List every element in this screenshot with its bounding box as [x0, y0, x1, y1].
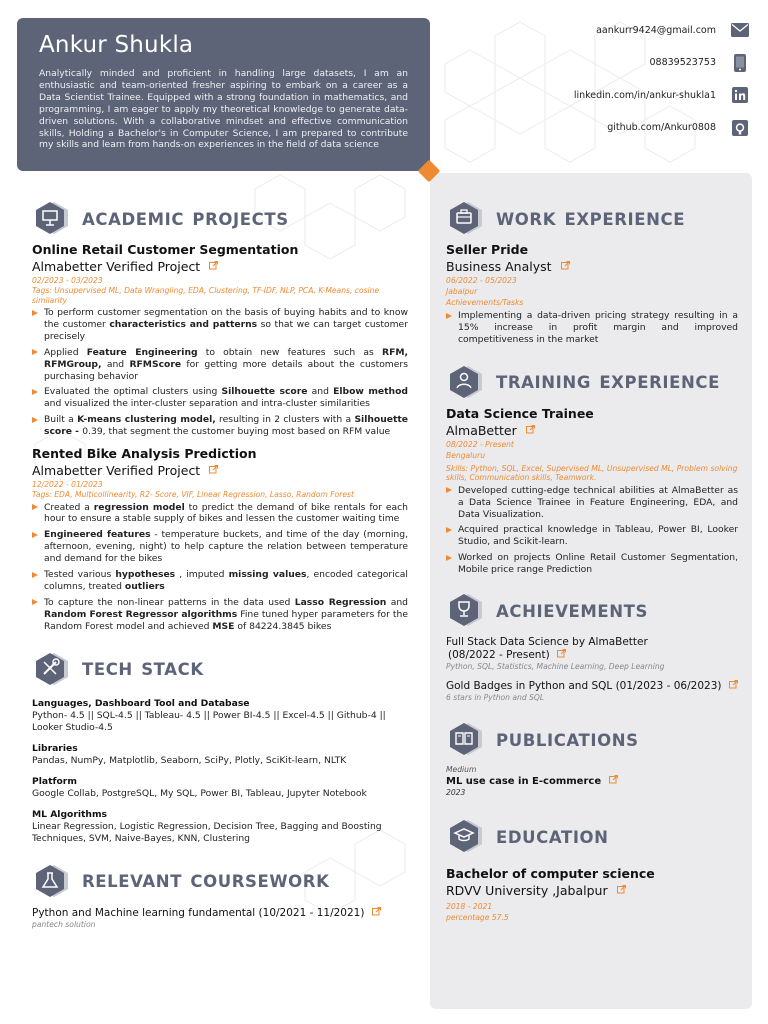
- external-link-icon[interactable]: [557, 649, 566, 661]
- training-role: Data Science Trainee: [446, 405, 594, 421]
- contact-list: [574, 14, 750, 144]
- tech-group-value: Python- 4.5 || SQL-4.5 || Tableau- 4.5 || Power BI-4.5 || Excel-4.5 || Github-4 || Looker Studio-4.5: [32, 709, 386, 733]
- tech-group-label: Languages, Dashboard Tool and Database: [32, 697, 250, 709]
- coursework-heading: [32, 863, 408, 901]
- project-tags: Tags: EDA, Multicollinearity, R2- Score, VIF, Linear Regression, Lasso, Random Forest: [32, 490, 354, 500]
- work-entry: [446, 242, 738, 346]
- tools-icon: [32, 650, 72, 690]
- project-bullets: [32, 307, 408, 438]
- project-title: Online Retail Customer Segmentation: [32, 242, 299, 257]
- envelope-icon: [730, 20, 750, 40]
- tech-group-label: ML Algorithms: [32, 808, 107, 820]
- linkedin-icon: [730, 85, 750, 105]
- phone-text[interactable]: 08839523753: [649, 57, 716, 69]
- tech-stack-heading: [32, 651, 408, 689]
- training-experience-title: TRAINING EXPERIENCE: [496, 373, 720, 393]
- presentation-icon: [32, 199, 72, 239]
- education-school: [446, 882, 738, 899]
- publications-heading: [446, 721, 738, 759]
- bullet-item: Engineered features - temperature buckets, and time of the day (morning, afternoon, evening, night) to help capture the relation between temperature and demand for the bikes: [32, 529, 408, 565]
- work-date: 06/2022 - 05/2023: [446, 276, 517, 285]
- book-icon: [446, 720, 486, 760]
- achievement-date-text: (08/2022 - Present): [448, 649, 550, 662]
- work-company: Seller Pride: [446, 242, 529, 257]
- tech-stack-title: TECH STACK: [82, 660, 204, 680]
- achievement-entry: [446, 636, 738, 672]
- project-subtitle: [32, 258, 408, 275]
- briefcase-icon: [446, 199, 486, 239]
- education-heading: [446, 818, 738, 856]
- work-role: [446, 258, 738, 275]
- achievement-date: [446, 649, 738, 662]
- project-title: Rented Bike Analysis Prediction: [32, 446, 257, 462]
- project-bullets: [32, 502, 408, 633]
- external-link-icon[interactable]: [609, 776, 618, 787]
- achievements-title: ACHIEVEMENTS: [496, 601, 648, 621]
- coursework-title: RELEVANT COURSEWORK: [82, 872, 330, 892]
- contact-email[interactable]: [574, 14, 750, 47]
- bullet-item: Tested various hypotheses , imputed missing values, encoded categorical columns, treated outliers: [32, 569, 408, 593]
- bullet-item: Implementing a data-driven pricing strategy resulting in a 15% increase in profit margin and improved competitiveness in the market: [446, 310, 738, 346]
- achievement-meta: 6 stars in Python and SQL: [446, 693, 545, 703]
- publication-source: Medium: [446, 765, 477, 775]
- work-location: Jabalpur: [446, 287, 478, 296]
- coursework-item: [32, 907, 408, 920]
- right-column: [446, 200, 738, 923]
- tech-group-label: Platform: [32, 775, 77, 787]
- training-experience-heading: [446, 364, 738, 402]
- achievement-title: [446, 680, 738, 693]
- tech-group-value: Google Collab, PostgreSQL, My SQL, Power BI, Tableau, Jupyter Notebook: [32, 787, 367, 799]
- external-link-icon[interactable]: [526, 422, 535, 438]
- work-tasks-label: Achievements/Tasks: [446, 298, 524, 307]
- training-org-text: AlmaBetter: [446, 422, 517, 438]
- graduation-cap-icon: [446, 817, 486, 857]
- training-date: 08/2022 - Present: [446, 439, 514, 449]
- external-link-icon[interactable]: [617, 882, 626, 898]
- training-org: [446, 422, 738, 439]
- left-column: [32, 200, 408, 930]
- external-link-icon[interactable]: [209, 258, 218, 274]
- publications-title: PUBLICATIONS: [496, 730, 639, 750]
- email-text[interactable]: aankurr9424@gmail.com: [596, 24, 716, 36]
- tech-stack-list: [32, 698, 408, 845]
- external-link-icon[interactable]: [209, 462, 218, 478]
- linkedin-text[interactable]: linkedin.com/in/ankur-shukla1: [573, 89, 716, 101]
- publication-title: [446, 775, 738, 788]
- education-entry: [446, 866, 738, 923]
- training-bullets: [446, 485, 738, 576]
- coursework-source: pantech solution: [32, 919, 96, 929]
- bullet-item: To perform customer segmentation on the basis of buying habits and to know the customer characteristics and patterns so that we can target customer precisely: [32, 307, 408, 343]
- project-entry: [32, 242, 408, 438]
- work-role-text: Business Analyst: [446, 259, 552, 274]
- publication-title-text: ML use case in E-commerce: [446, 776, 602, 788]
- coursework-entry: [32, 907, 408, 930]
- education-date: 2018 - 2021: [446, 902, 493, 912]
- training-location: Bengaluru: [446, 450, 486, 460]
- education-title: EDUCATION: [496, 827, 609, 847]
- bullet-item: Applied Feature Engineering to obtain new features such as RFM, RFMGroup, and RFMScore for getting more details about the customers purchasing behavior: [32, 347, 408, 383]
- bullet-item: Worked on projects Online Retail Customer Segmentation, Mobile price range Prediction: [446, 552, 738, 576]
- project-subtitle-text: Almabetter Verified Project: [32, 463, 201, 479]
- publication-year: 2023: [446, 788, 466, 798]
- external-link-icon[interactable]: [372, 907, 381, 919]
- academic-projects-heading: [32, 200, 408, 238]
- project-date: 02/2023 - 03/2023: [32, 276, 103, 285]
- contact-github[interactable]: [574, 112, 750, 145]
- project-date: 12/2022 - 01/2023: [32, 480, 103, 490]
- bullet-item: To capture the non-linear patterns in the data used Lasso Regression and Random Forest Regressor algorithms Fine tuned hyper parameters for the Random Forest model and achieved MSE of 84224.3845 bikes: [32, 597, 408, 633]
- project-subtitle-text: Almabetter Verified Project: [32, 259, 201, 274]
- bullet-item: Created a regression model to predict the demand of bike rentals for each hour to ensure a stable supply of bikes and lessen the customer waiting time: [32, 502, 408, 526]
- training-skills: Skills: Python, SQL, Excel, Supervised ML, Unsupervised ML, Problem solving skills, Communication skills, Teamwork.: [446, 463, 738, 483]
- education-school-text: RDVV University ,Jabalpur: [446, 883, 608, 899]
- achievements-heading: [446, 592, 738, 630]
- work-bullets: [446, 310, 738, 346]
- profile-header: [17, 18, 430, 171]
- external-link-icon[interactable]: [729, 680, 738, 692]
- tech-group-value: Linear Regression, Logistic Regression, Decision Tree, Bagging and Boosting Techniques, SVM, Naive-Bayes, KNN, Clustering: [32, 820, 382, 844]
- bullet-item: Developed cutting-edge technical abilities at AlmaBetter as a Data Science Trainee in Feature Engineering, EDA, and Data Visualization.: [446, 485, 738, 521]
- external-link-icon[interactable]: [561, 258, 570, 274]
- work-experience-title: WORK EXPERIENCE: [496, 209, 686, 229]
- trophy-icon: [446, 591, 486, 631]
- project-subtitle: [32, 462, 408, 479]
- tech-group-value: Pandas, NumPy, Matplotlib, Seaborn, SciPy, Plotly, SciKit-learn, NLTK: [32, 754, 347, 766]
- bullet-item: Built a K-means clustering model, resulting in 2 clusters with a Silhouette score - 0.39, that segment the customer buying most based on RFM value: [32, 414, 408, 438]
- contact-phone[interactable]: [574, 47, 750, 80]
- phone-icon: [730, 53, 750, 73]
- profile-summary: Analytically minded and proficient in handling large datasets, I am an enthusiastic and team-oriented fresher aspiring to embark on a career as a Data Scientist Trainee. Equipped with a strong foundation in mathematics, and programming, I am eager to apply my theoretical knowledge to generate data-driven solutions. With a collaborative mindset and effective communication skills, Holding a Bachelor's in Computer Science, I am prepared to contribute my skills and learn from hands-on experiences in the field of data science: [39, 68, 408, 151]
- project-tags: Tags: Unsupervised ML, Data Wrangling, EDA, Clustering, TF-IDF, NLP, PCA, K-Means, cosine similarity: [32, 286, 380, 305]
- training-entry: [446, 406, 738, 576]
- tech-group-label: Libraries: [32, 742, 78, 754]
- github-icon: [730, 118, 750, 138]
- candidate-name: Ankur Shukla: [39, 32, 194, 58]
- achievement-title: Full Stack Data Science by AlmaBetter: [446, 636, 648, 649]
- contact-linkedin[interactable]: [574, 79, 750, 112]
- github-text[interactable]: github.com/Ankur0808: [607, 122, 716, 134]
- coursework-item-text: Python and Machine learning fundamental (10/2021 - 11/2021): [32, 906, 365, 919]
- achievement-title-text: Gold Badges in Python and SQL (01/2023 - 06/2023): [446, 680, 722, 693]
- bullet-item: Evaluated the optimal clusters using Silhouette score and Elbow method and visualized the inter-cluster separation and intra-cluster similarities: [32, 386, 408, 410]
- academic-projects-title: ACADEMIC PROJECTS: [82, 209, 289, 229]
- bullet-item: Acquired practical knowledge in Tableau, Power BI, Looker Studio, and Scikit-learn.: [446, 524, 738, 548]
- education-grade: percentage 57.5: [446, 913, 509, 923]
- project-entry: [32, 446, 408, 633]
- publication-entry: [446, 765, 738, 798]
- achievement-entry: [446, 680, 738, 703]
- flask-icon: [32, 862, 72, 902]
- education-degree: Bachelor of computer science: [446, 866, 655, 882]
- achievement-meta: Python, SQL, Statistics, Machine Learning, Deep Learning: [446, 662, 665, 672]
- work-experience-heading: [446, 200, 738, 238]
- handshake-icon: [446, 363, 486, 403]
